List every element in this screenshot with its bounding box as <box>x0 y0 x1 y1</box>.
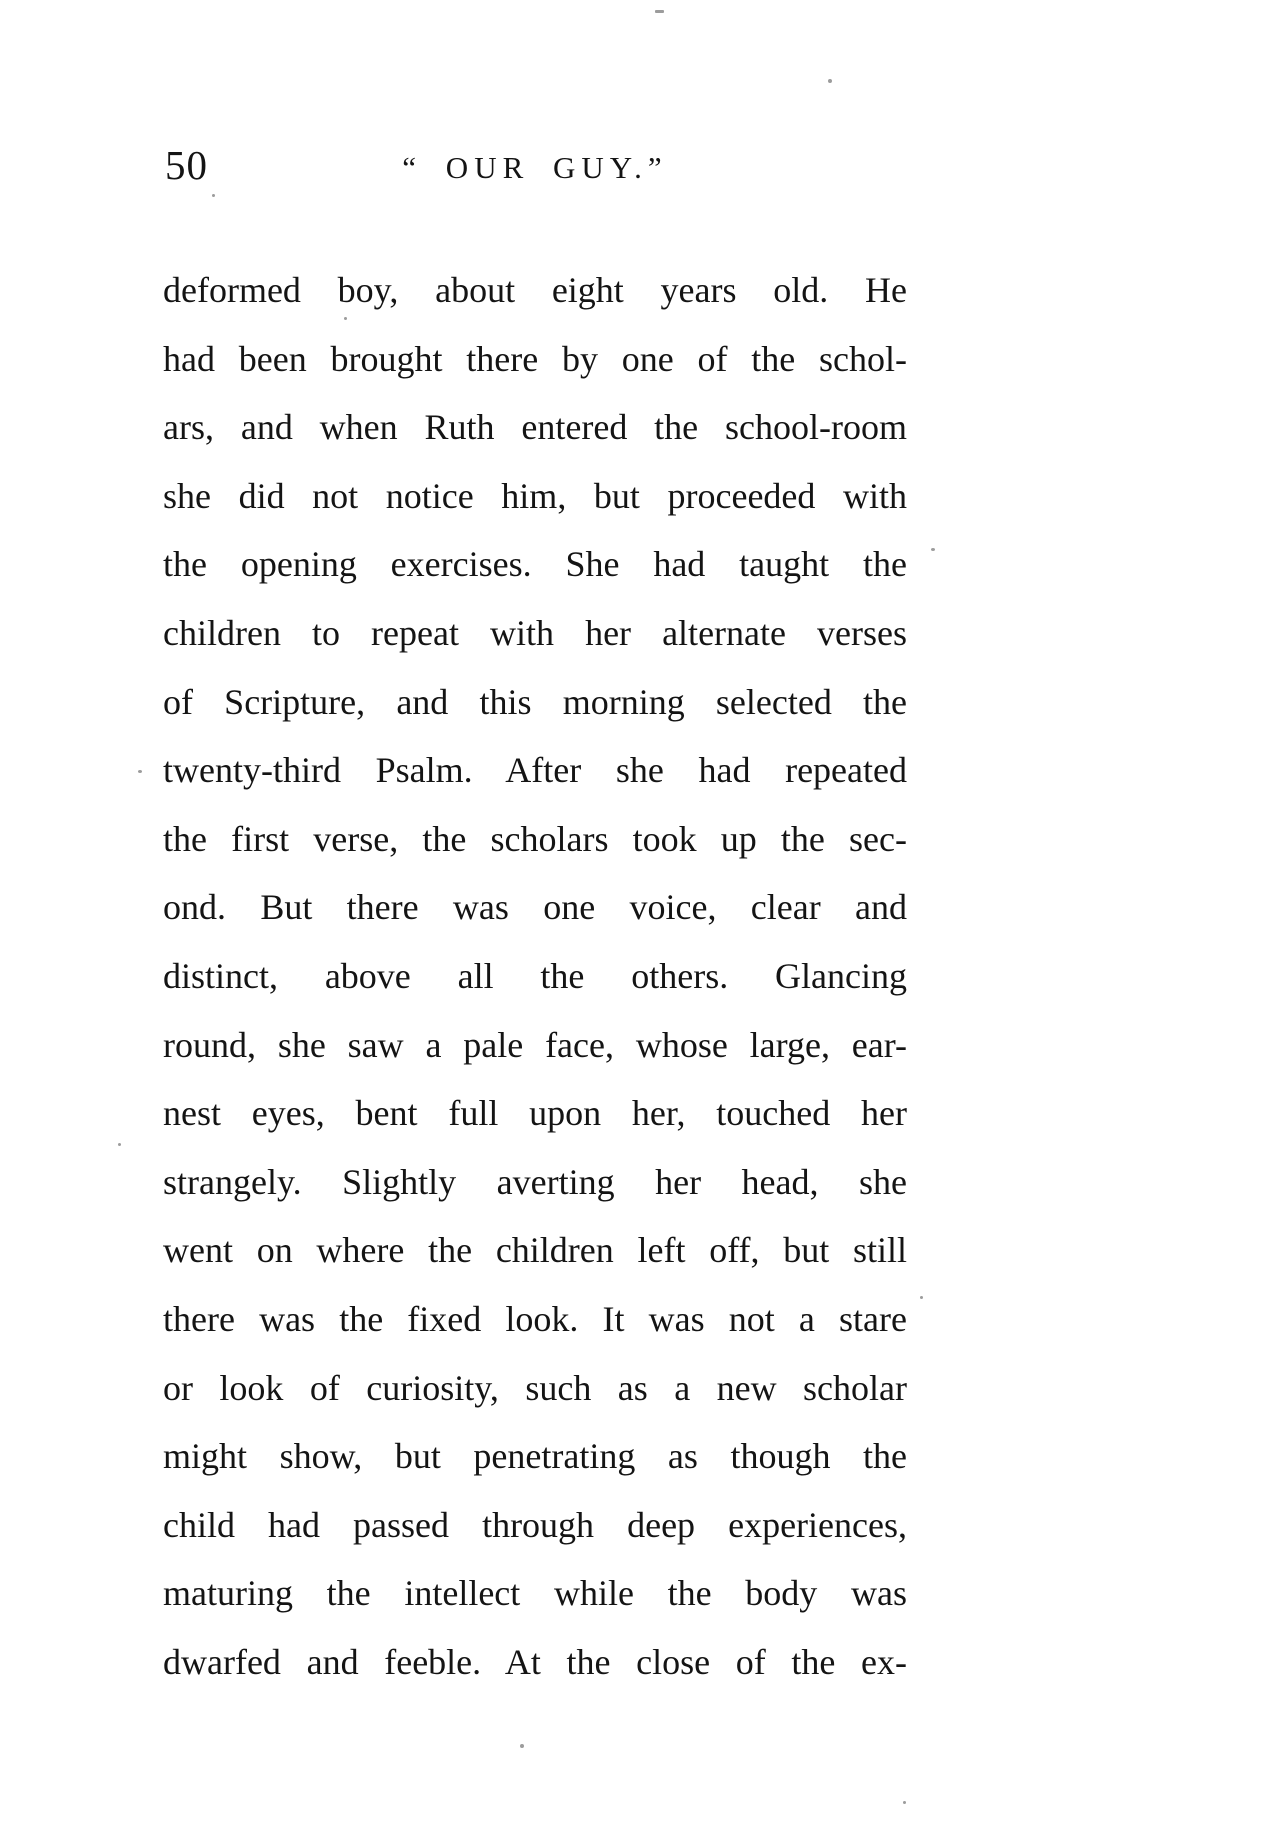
text-line: strangely. Slightly averting her head, she <box>163 1161 907 1202</box>
running-title: “ OUR GUY.” <box>402 150 668 185</box>
text-line: she did not notice him, but proceeded with <box>163 475 907 516</box>
text-line: round, she saw a pale face, whose large, ear- <box>163 1024 907 1065</box>
text-line: of Scripture, and this morning selected the <box>163 681 907 722</box>
text-line: the first verse, the scholars took up the sec- <box>163 818 907 859</box>
text-line: ars, and when Ruth entered the school-room <box>163 407 907 448</box>
text-line: ond. But there was one voice, clear and <box>163 887 907 928</box>
scan-speck <box>520 1744 524 1748</box>
scan-speck <box>138 770 142 773</box>
text-line: the opening exercises. She had taught the <box>163 544 907 585</box>
text-line: went on where the children left off, but still <box>163 1230 907 1271</box>
page-number: 50 <box>165 142 208 188</box>
scan-speck <box>344 317 347 320</box>
scan-speck <box>828 79 832 83</box>
text-line: or look of curiosity, such as a new scholar <box>163 1367 907 1408</box>
text-line: there was the fixed look. It was not a stare <box>163 1298 907 1339</box>
body-text <box>163 256 907 1696</box>
text-line: distinct, above all the others. Glancing <box>163 955 907 996</box>
page-header <box>163 142 907 190</box>
text-line: might show, but penetrating as though the <box>163 1436 907 1477</box>
scan-speck <box>118 1143 121 1146</box>
text-line: child had passed through deep experiences, <box>163 1504 907 1545</box>
text-line: twenty-third Psalm. After she had repeated <box>163 750 907 791</box>
text-line: children to repeat with her alternate verses <box>163 612 907 653</box>
scan-speck <box>931 548 935 551</box>
scan-speck <box>212 194 215 197</box>
scan-speck <box>920 1296 923 1299</box>
text-line: dwarfed and feeble. At the close of the ex- <box>163 1641 907 1682</box>
text-line: maturing the intellect while the body was <box>163 1573 907 1614</box>
text-line: deformed boy, about eight years old. He <box>163 270 907 310</box>
scan-speck <box>655 10 664 13</box>
scan-speck <box>903 1801 906 1804</box>
text-line: had been brought there by one of the schol- <box>163 338 907 379</box>
text-line: nest eyes, bent full upon her, touched her <box>163 1093 907 1134</box>
